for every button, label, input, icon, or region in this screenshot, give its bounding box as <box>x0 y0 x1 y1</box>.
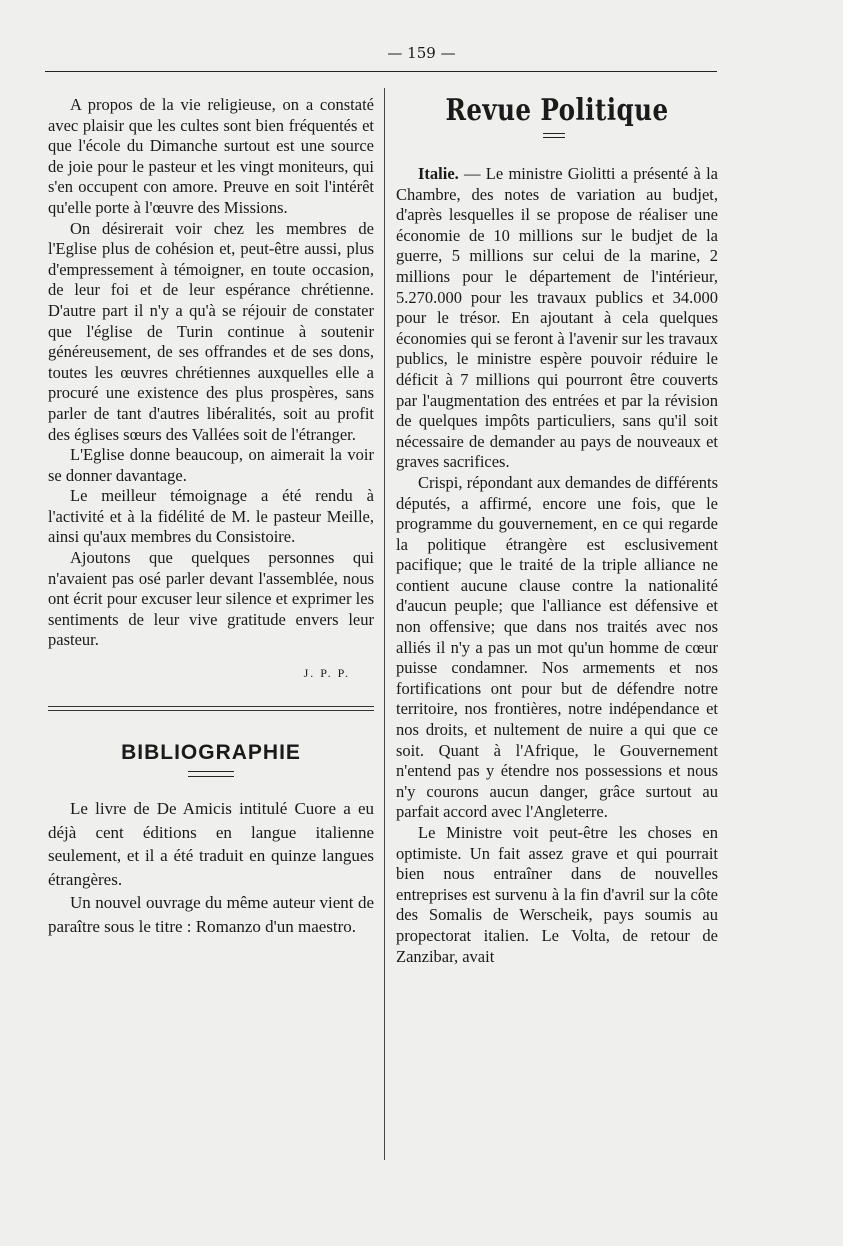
paragraph: Le meilleur témoignage a été rendu à l'activité et à la fidélité de M. le pasteur Meille, ainsi qu'aux membres du Consistoire. <box>48 486 374 547</box>
header-rule <box>45 71 717 72</box>
paragraph: A propos de la vie religieuse, on a constaté avec plaisir que les cultes sont bien fréquentés et que l'école du Dimanche surtout est une source de joie pour le pasteur et les vingt moniteurs, qui s'en occupent con amore. Preuve en soit l'intérêt qu'elle porte à l'œuvre des Missions. <box>48 95 374 217</box>
revue-politique-title: Revue Politique <box>445 93 669 128</box>
bibliographie-section <box>48 797 374 938</box>
paragraph: On désirerait voir chez les membres de l'Eglise plus de cohésion et, peut-être aussi, plus d'empressement à témoigner, en toute occasion, de leur foi et de leur espérance chrétienne. D'autre part il n'y a qu'à se réjouir de constater que l'église de Turin continue à soutenir généreusement, de ses offrandes et de ses dons, toutes les œuvres chrétiennes auxquelles elle a procuré une existence des plus prospères, sans parler de tant d'autres libéralités, soit au profit des églises sœurs des Vallées soit de l'étranger. <box>48 218 374 444</box>
left-column <box>48 95 374 938</box>
lead-heading: Italie. <box>418 164 459 183</box>
section-separator <box>48 706 374 711</box>
paragraph: Le Ministre voit peut-être les choses en optimiste. Un fait assez grave et qui pourrait bien nous entraîner dans de nouvelles entreprises est survenu à la fin d'avril sur la côte des Somalis de Werscheik, pays soumis au propectorat italien. Le Volta, de retour de Zanzibar, avait <box>396 823 718 966</box>
paragraph: Ajoutons que quelques personnes qui n'avaient pas osé parler devant l'assemblée, nous ont écrit pour excuser leur silence et exprimer les sentiments de leur vive gratitude envers leur pasteur. <box>48 548 374 650</box>
paragraph-text: — Le ministre Giolitti a présenté à la Chambre, des notes de variation au budjet, d'après lesquelles il se propose de réaliser une économie de 10 millions sur le budjet de la guerre, 5 millions sur celui de la marine, 2 millions pour le département de l'intérieur, 5.270.000 pour les travaux publics et 34.000 pour le trésor. En ajoutant à cela quelques économies qui se feront à l'avenir sur les travaux publics, le ministre espère pouvoir réduire le déficit à 7 millions qui pourront être couverts par l'augmentation des entrées et par la révision de quelques impôts particuliers, sans qu'il soit nécessaire de demander au pays de nouveaux et graves sacrifices. <box>396 164 718 472</box>
paragraph: Un nouvel ouvrage du même auteur vient de paraître sous le titre : Romanzo d'un maestro. <box>48 893 374 936</box>
bibliographie-title: BIBLIOGRAPHIE <box>121 740 301 764</box>
paragraph <box>396 164 718 473</box>
signature: J. P. P. <box>303 666 350 681</box>
title-ornament <box>188 771 234 777</box>
column-divider <box>384 88 385 1160</box>
paragraph: Le livre de De Amicis intitulé Cuore a eu déjà cent éditions en langue italienne seulement, et il a été traduit en quinze langues étrangères. <box>48 799 374 889</box>
title-ornament <box>543 133 565 138</box>
right-column <box>396 164 718 967</box>
paragraph: Crispi, répondant aux demandes de différents députés, a affirmé, encore une fois, que le programme du gouvernement, en ce qui regarde la politique étrangère est esclusivement pacifique; que le traité de la triple alliance ne contient aucune clause contre la nationalité d'aucun peuple; que l'alliance est défensive et non offensive; que dans nos traités avec nos alliés il n'y a pas un mot qu'un homme de cœur puisse condamner. Nos armements et nos fortifications ont pour but de défendre notre territoire, nos frontières, notre indépendance et nos droits, et nultement de nuire a qui que ce soit. Quant à l'Afrique, le Gouvernement n'entend pas y étendre nos possessions et nous n'y courons aucun danger, grâce surtout au parfait accord avec l'Angleterre. <box>396 472 718 822</box>
paragraph: L'Eglise donne beaucoup, on aimerait la voir se donner davantage. <box>48 445 374 485</box>
page-number: — 159 — <box>387 44 456 62</box>
